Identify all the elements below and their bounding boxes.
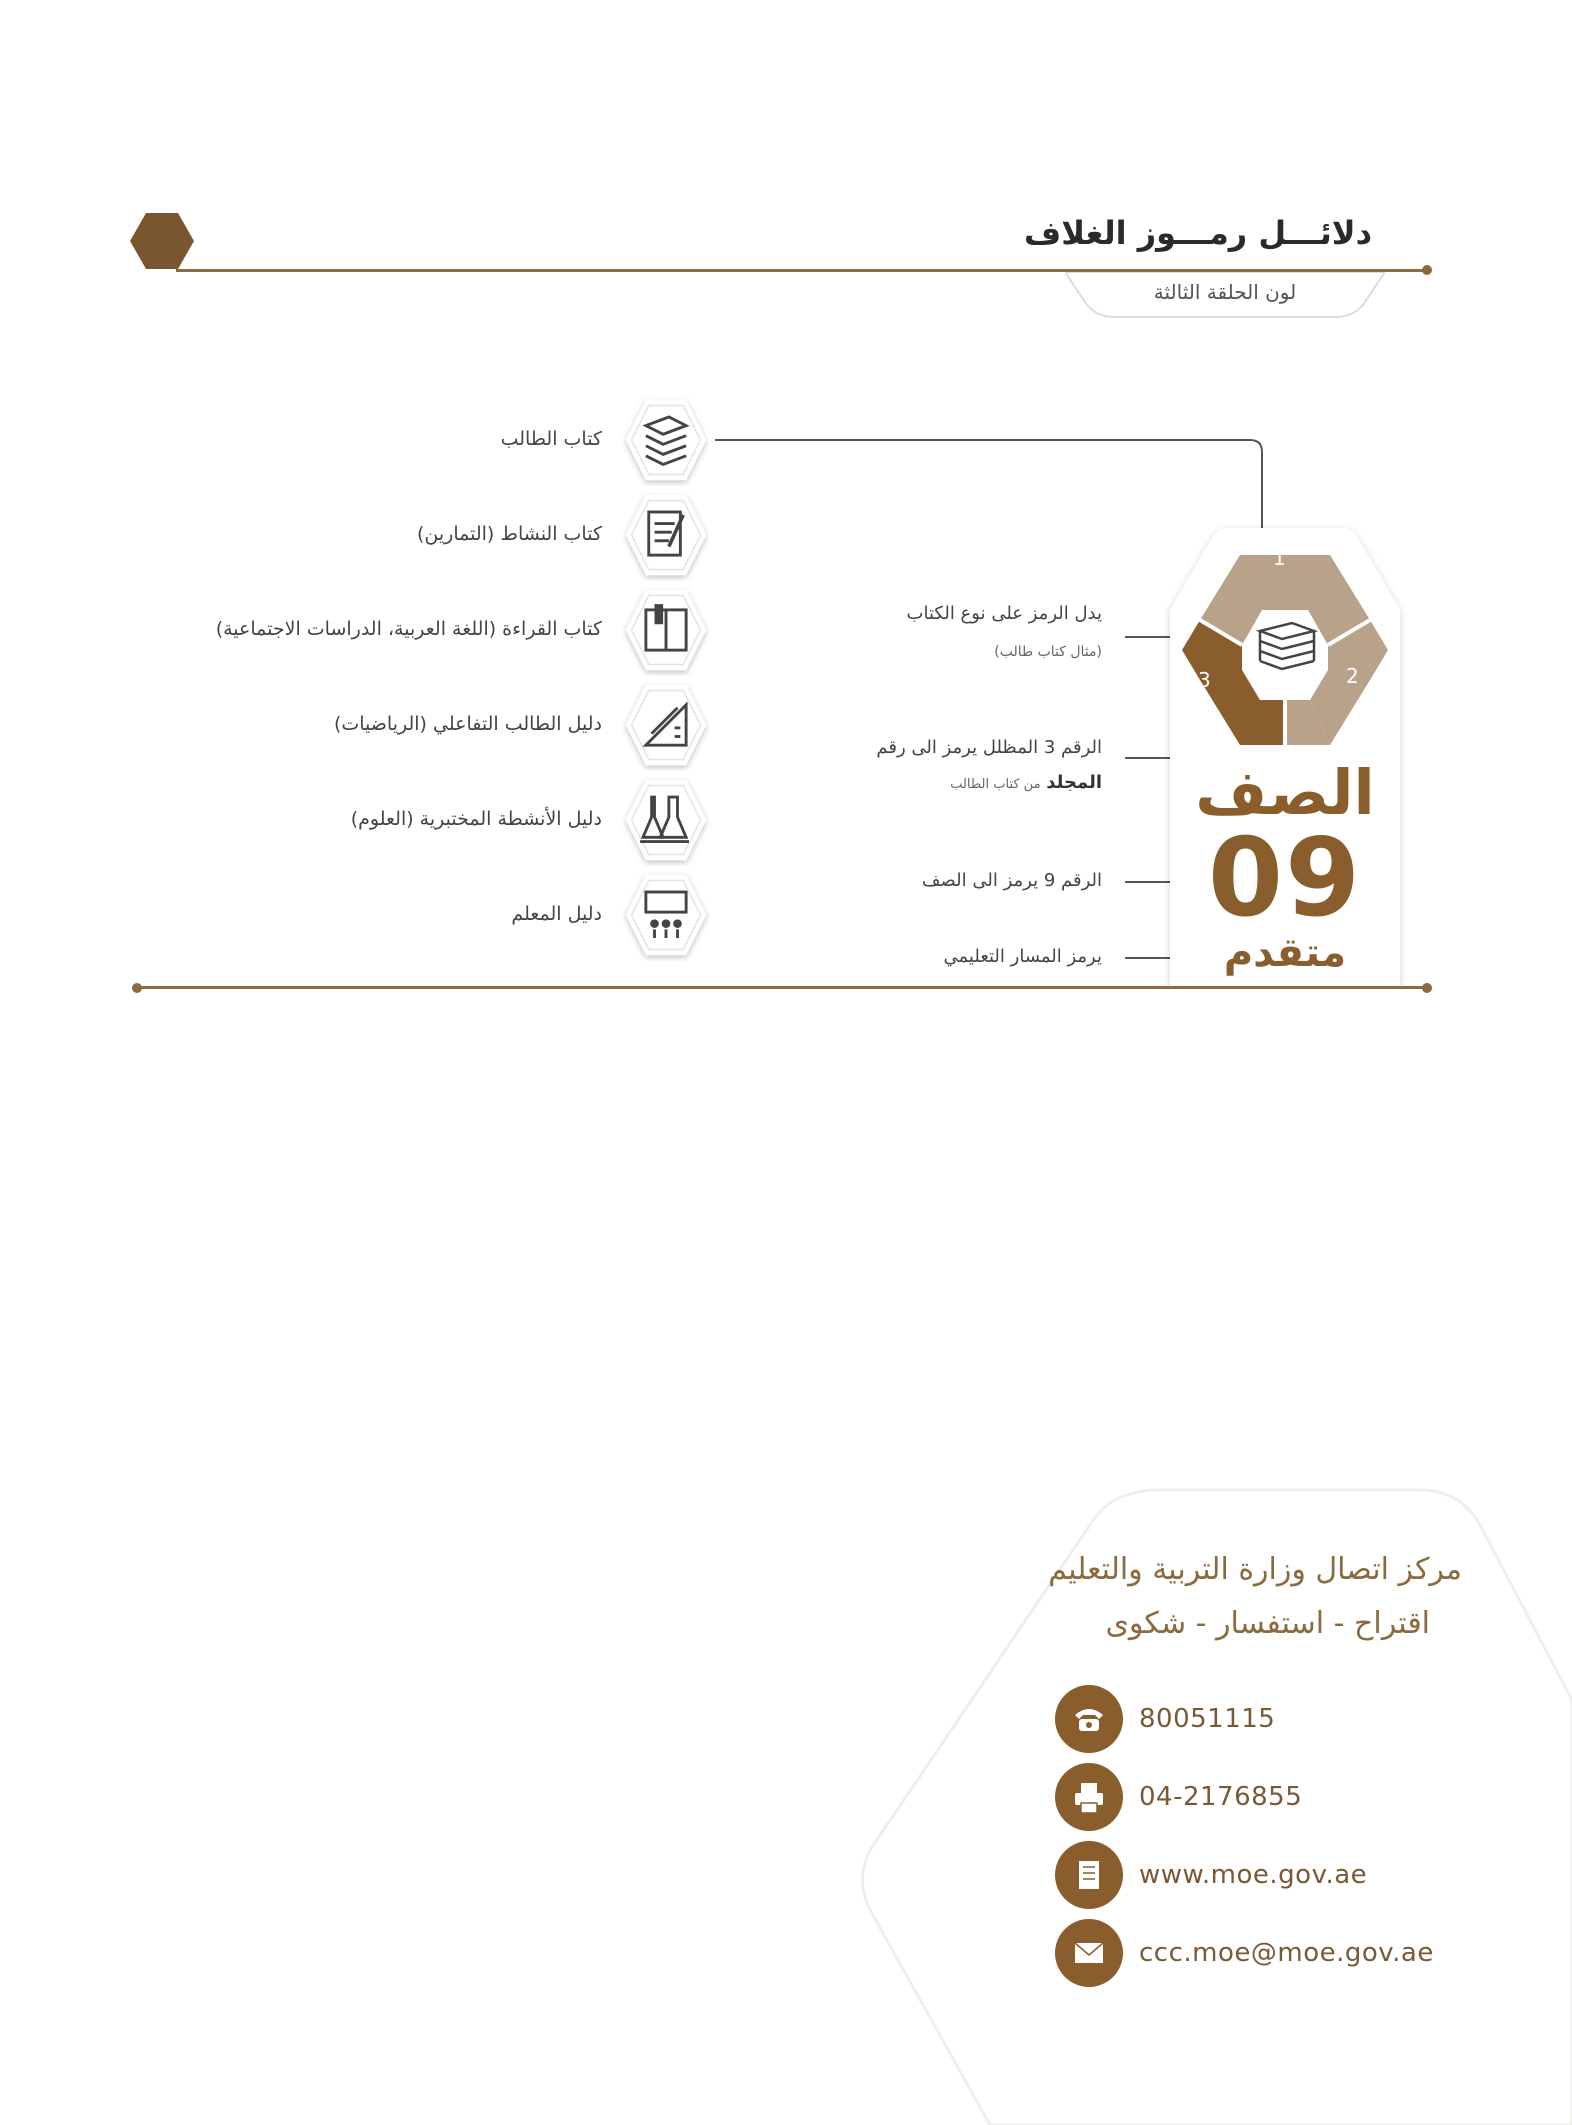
track-annotation: يرمز المسار التعليمي (943, 946, 1102, 967)
section-rule-dot-right (1422, 983, 1432, 993)
fax-number[interactable]: 04-2176855 (1139, 1782, 1303, 1812)
subtitle: لون الحلقة الثالثة (1153, 280, 1297, 304)
track-label: متقدم (1223, 930, 1347, 976)
symbol-example: (مثال كتاب طالب) (994, 644, 1102, 660)
ruler-pencil-icon (620, 679, 712, 771)
email-link[interactable]: ccc.moe@moe.gov.ae (1139, 1938, 1434, 1968)
contact-title: مركز اتصال وزارة التربية والتعليم (1048, 1552, 1462, 1587)
phone-icon (1055, 1685, 1123, 1753)
volume-word: المجلد (1046, 772, 1102, 793)
section-rule (136, 986, 1426, 989)
contact-fax[interactable] (1055, 1760, 1302, 1834)
book-type-label: دليل الطالب التفاعلي (الرياضيات) (333, 713, 602, 735)
volume-annotation-line2 (950, 772, 1102, 793)
volume-source: من كتاب الطالب (950, 777, 1041, 792)
teacher-board-icon (620, 869, 712, 961)
email-icon (1055, 1919, 1123, 1987)
contact-email[interactable] (1055, 1916, 1434, 1990)
book-type-label: دليل الأنشطة المختبرية (العلوم) (350, 808, 602, 830)
volume-annotation: الرقم 3 المظلل يرمز الى رقم (876, 737, 1102, 758)
page-title: دلائـــل رمـــوز الغلاف (1024, 214, 1372, 252)
contact-website[interactable] (1055, 1838, 1367, 1912)
fax-icon (1055, 1763, 1123, 1831)
books-stack-icon (620, 394, 712, 486)
book-type-label: كتاب النشاط (التمارين) (417, 523, 602, 545)
activity-sheet-icon (620, 489, 712, 581)
book-type-label: كتاب القراءة (اللغة العربية، الدراسات الاجتماعية) (215, 618, 602, 640)
segment-number-3: 3 (1198, 668, 1211, 692)
book-type-label: كتاب الطالب (500, 428, 602, 450)
contact-phone[interactable] (1055, 1682, 1275, 1756)
segment-number-2: 2 (1346, 664, 1359, 688)
website-link[interactable]: www.moe.gov.ae (1139, 1860, 1368, 1890)
segment-number-1: 1 (1273, 546, 1286, 570)
grade-number: 09 (1207, 816, 1363, 941)
symbol-annotation: يدل الرمز على نوع الكتاب (906, 603, 1102, 624)
contact-subtitle: اقتراح - استفسار - شكوى (1105, 1606, 1430, 1641)
phone-number[interactable]: 80051115 (1139, 1704, 1276, 1734)
grade-annotation: الرقم 9 يرمز الى الصف (921, 870, 1102, 891)
lab-flasks-icon (620, 774, 712, 866)
website-icon (1055, 1841, 1123, 1909)
grade-word: الصف (1195, 756, 1375, 829)
open-book-icon (620, 584, 712, 676)
book-type-label: دليل المعلم (511, 903, 602, 925)
